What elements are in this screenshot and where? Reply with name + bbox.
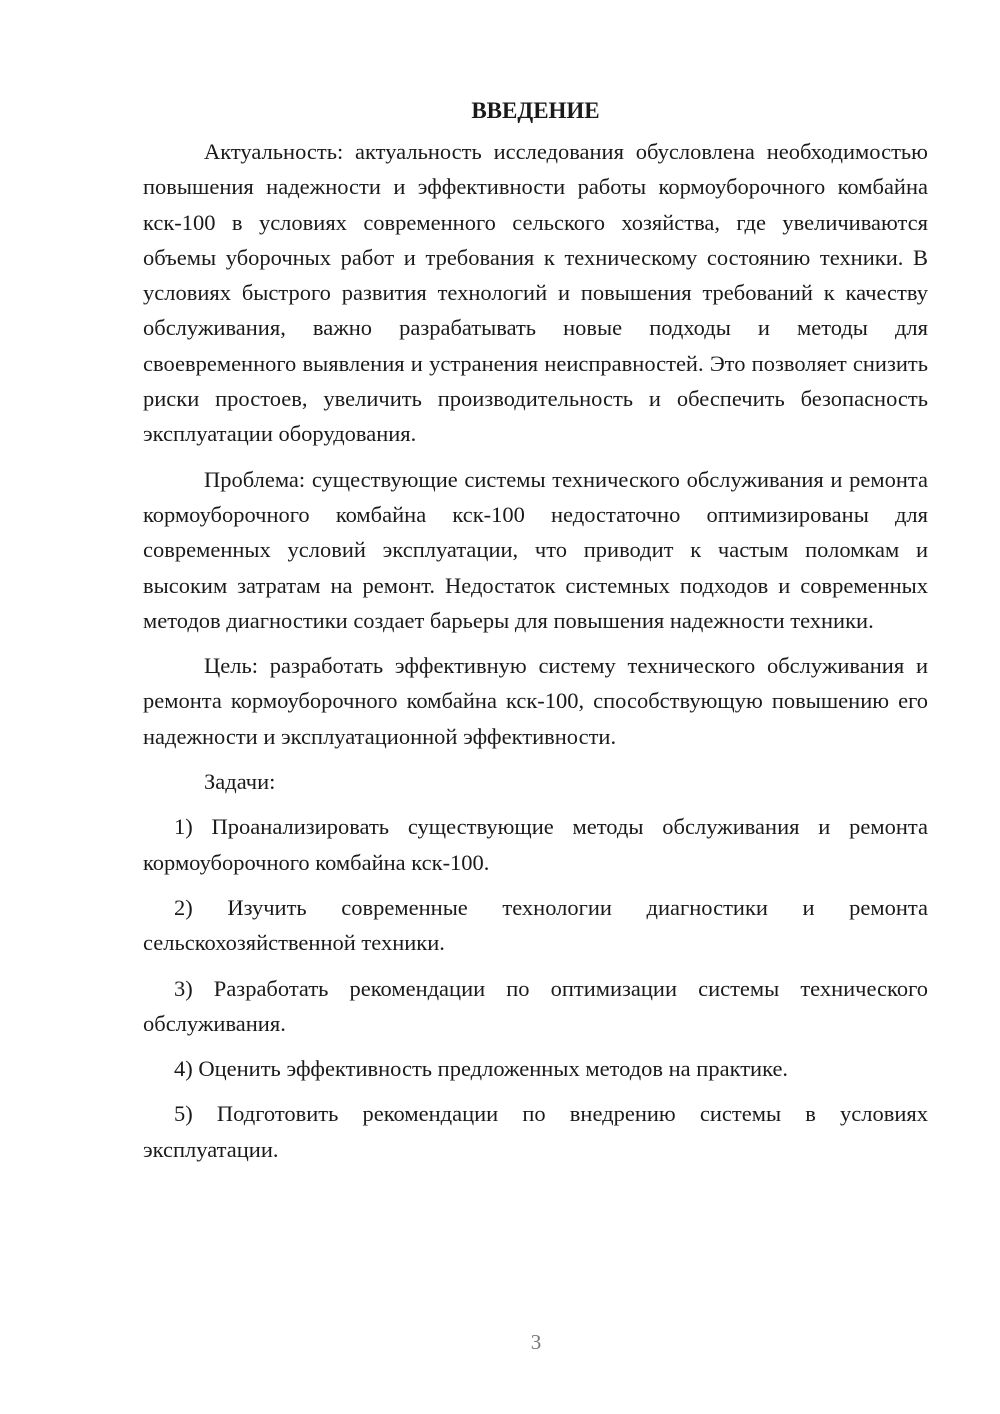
section-title: ВВЕДЕНИЕ — [471, 98, 600, 123]
paragraph-problem: Проблема: существующие системы технического обслуживания и ремонта кормоуборочного комбайна кск-100 недостаточно оптимизированы для современных условий эксплуатации, что приводит к частым поломкам и высоким затратам на ремонт. Недостаток системных подходов и современных методов диагностики создает барьеры для повышения надежности техники. — [143, 466, 928, 633]
task-item-4: 4) Оценить эффективность предложенных методов на практике. — [174, 1056, 789, 1082]
task-item-2: 2) Изучить современные технологии диагностики и ремонта сельскохозяйственной техники. — [143, 894, 928, 956]
task-item-3: 3) Разработать рекомендации по оптимизации системы технического обслуживания. — [143, 975, 928, 1036]
paragraph-relevance: Актуальность: актуальность исследования обусловлена необходимостью повышения надежности и эффективности работы кормоуборочного комбайна кск-100 в условиях современного сельского хозяйства, где увеличиваются объемы уборочных работ и требования к техническому состоянию техники. В условиях быстрого развития технологий и повышения требований к качеству обслуживания, важно разрабатывать новые подходы и методы для своевременного выявления и устранения неисправностей. Это позволяет снизить риски простоев, увеличить производительность и обеспечить безопасность эксплуатации оборудования. — [143, 139, 928, 447]
paragraph-goal: Цель: разработать эффективную систему технического обслуживания и ремонта кормоуборочного комбайна кск-100, способствующую повышению его надежности и эксплуатационной эффективности. — [143, 653, 928, 749]
task-item-5: 5) Подготовить рекомендации по внедрению системы в условиях эксплуатации. — [143, 1101, 928, 1162]
task-item-1: 1) Проанализировать существующие методы обслуживания и ремонта кормоуборочного комбайна кск-100. — [143, 814, 928, 875]
page-number: 3 — [530, 1330, 542, 1354]
document-page — [143, 94, 928, 1177]
tasks-label: Задачи: — [204, 769, 276, 795]
